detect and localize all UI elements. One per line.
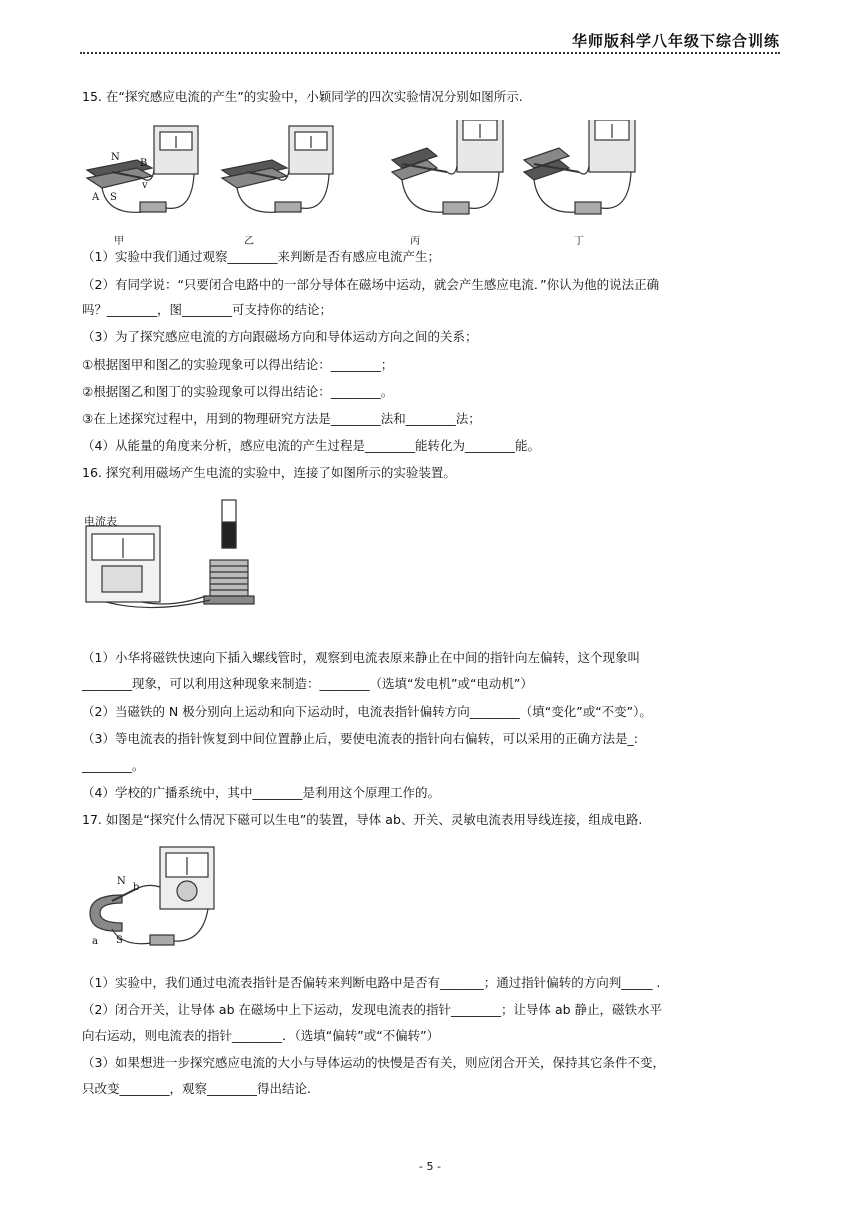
q17-stem: 17. 如图是“探究什么情况下磁可以生电”的装置，导体 ab、开关、灵敏电流表用导线连接，组成电路. [82,812,643,827]
caption-yi: 乙 [244,236,254,247]
page-header [80,28,780,54]
q17-apparatus-svg [82,843,222,953]
q15-part3a: ①根据图甲和图乙的实验现象可以得出结论：________； [82,357,394,372]
q16-stem: 16. 探究利用磁场产生电流的实验中，连接了如图所示的实验装置。 [82,465,456,480]
apparatus-yi [222,126,333,212]
q15-part2a: （2）有同学说：“只要闭合电路中的一部分导体在磁场中运动，就会产生感应电流．”你认为他的说法正确 [82,277,660,292]
apparatus-jia [87,126,198,212]
page-number: - 5 - [419,1160,441,1173]
q15-figure [82,120,642,238]
q16-part2: （2）当磁铁的 N 极分别向上运动和向下运动时，电流表指针偏转方向________（填“变化”或“不变”）。 [82,704,652,719]
q15-part3c: ③在上述探究过程中，用到的物理研究方法是________法和________法； [82,411,481,426]
q16-part1a: （1）小华将磁铁快速向下插入螺线管时，观察到电流表原来静止在中间的指针向左偏转，这个现象叫 [82,650,640,665]
caption-bing: 丙 [410,236,420,247]
q17-figure [82,843,222,953]
q15-part3b: ②根据图乙和图丁的实验现象可以得出结论：________。 [82,384,394,399]
q17-part3b: 只改变________，观察________得出结论. [82,1081,311,1096]
label-s: S [110,192,117,203]
label-s-17: S [116,935,123,946]
caption-jia: 甲 [114,236,124,247]
label-a-17: a [92,936,98,947]
q17-part1: （1）实验中，我们通过电流表指针是否偏转来判断电路中是否有_______；通过指针偏转的方向判_____ . [82,975,661,990]
label-b: B [140,158,148,169]
label-b-17: b [133,882,140,893]
q15-stem: 15. 在“探究感应电流的产生”的实验中，小颖同学的四次实验情况分别如图所示. [82,89,523,104]
q15-part4: （4）从能量的角度来分析，感应电流的产生过程是________能转化为________能。 [82,438,540,453]
apparatus-ding [524,120,635,214]
q17-part3a: （3）如果想进一步探究感应电流的大小与导体运动的快慢是否有关，则应闭合开关，保持其它条件不变， [82,1055,665,1070]
label-a: A [92,192,100,203]
q16-part4: （4）学校的广播系统中，其中________是利用这个原理工作的。 [82,785,440,800]
q16-part3a: （3）等电流表的指针恢复到中间位置静止后，要使电流表的指针向右偏转，可以采用的正确方法是_: [82,731,638,746]
header-title: 华师版科学八年级下综合训练 [571,32,780,50]
apparatus-bing [392,120,503,214]
q17-part2a: （2）闭合开关，让导体 ab 在磁场中上下运动，发现电流表的指针________；让导体 ab 静止，磁铁水平 [82,1002,663,1017]
q16-part1b: ________现象，可以利用这种现象来制造：________（选填“发电机”或“电动机”） [82,676,533,691]
q15-part3: （3）为了探究感应电流的方向跟磁场方向和导体运动方向之间的关系； [82,329,478,344]
q17-part2b: 向右运动，则电流表的指针________．（选填“偏转”或“不偏转”） [82,1028,440,1043]
ammeter-label: 电流表 [84,515,117,528]
label-n: N [111,152,120,163]
q15-part2b: 吗？________，图________可支持你的结论； [82,302,333,317]
q16-part3b: ________。 [82,758,145,773]
label-v: v [142,180,148,191]
q15-part1: （1）实验中我们通过观察________来判断是否有感应电流产生； [82,249,440,264]
q15-apparatus-svg [82,120,642,238]
caption-ding: 丁 [574,236,584,247]
label-n-17: N [117,876,126,887]
